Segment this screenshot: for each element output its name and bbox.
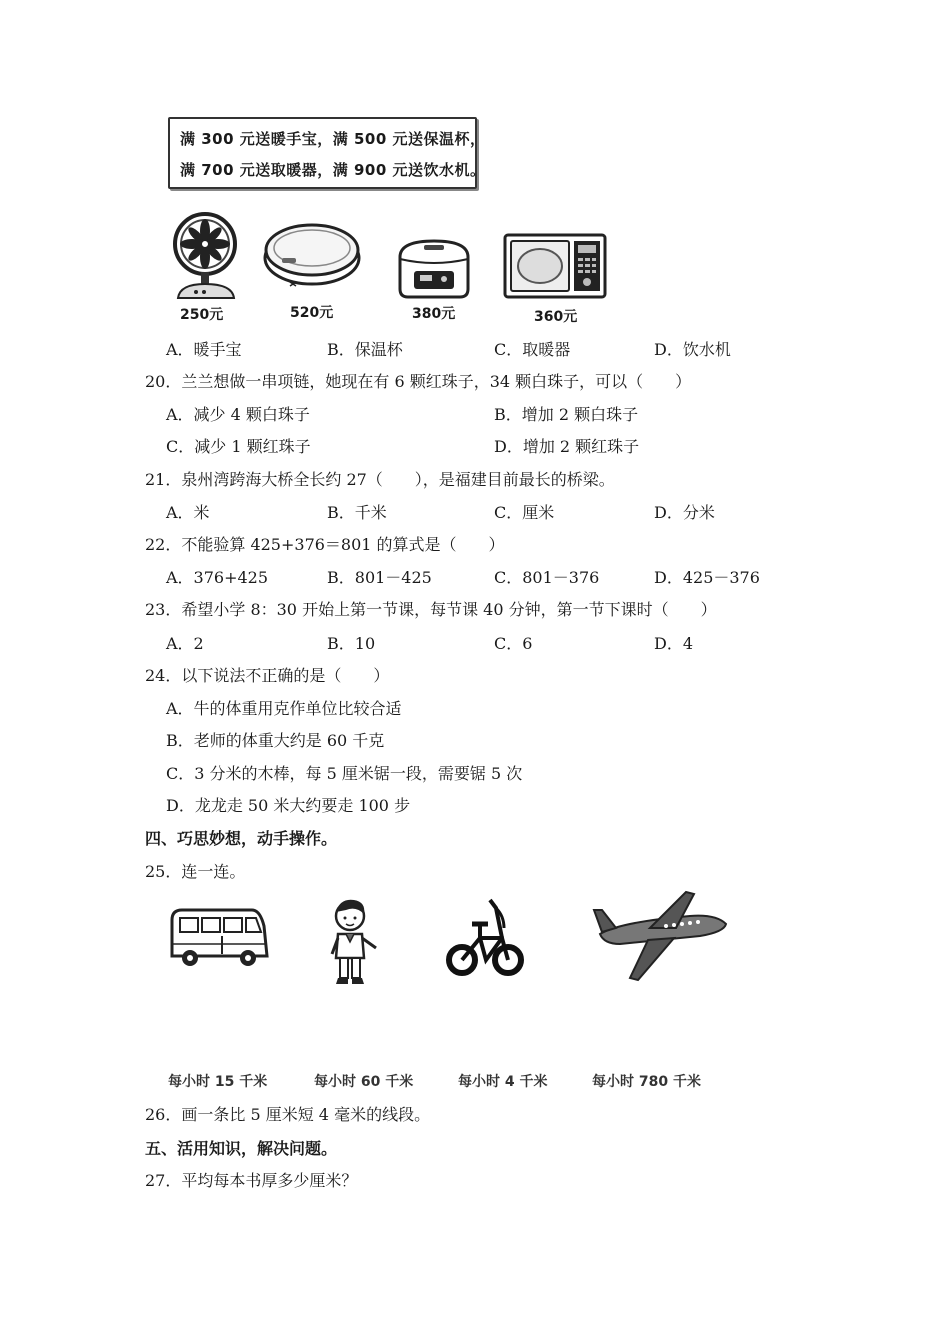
q24-option-b: B．老师的体重大约是 60 千克 <box>166 731 385 750</box>
rice-cooker-price: 380元 <box>412 306 456 322</box>
fan-price: 250元 <box>180 307 224 323</box>
q22-text: 22．不能验算 425+376＝801 的算式是（ ） <box>145 535 505 554</box>
speed-label-4: 每小时 780 千米 <box>592 1074 701 1090</box>
promotion-box <box>168 117 486 189</box>
q24-option-d: D．龙龙走 50 米大约要走 100 步 <box>166 796 411 815</box>
q22-option-c: C．801－376 <box>494 568 600 587</box>
q23-option-d: D．4 <box>654 634 694 653</box>
airplane-icon <box>590 890 730 982</box>
speed-label-2: 每小时 60 千米 <box>314 1074 414 1090</box>
q21-option-a: A．米 <box>166 503 210 522</box>
bicycle-icon <box>446 894 526 978</box>
q20-text: 20．兰兰想做一串项链，她现在有 6 颗红珠子，34 颗白珠子，可以（ ） <box>145 372 692 391</box>
q19-option-c: C．取暖器 <box>494 340 571 359</box>
q23-text: 23．希望小学 8：30 开始上第一节课，每节课 40 分钟，第一节下课时（ ） <box>145 600 717 619</box>
q19-option-b: B．保温杯 <box>327 340 403 359</box>
rice-cooker-icon <box>394 235 474 301</box>
q20-option-c: C．减少 1 颗红珠子 <box>166 437 311 456</box>
q20-option-b: B．增加 2 颗白珠子 <box>494 405 639 424</box>
q23-option-a: A．2 <box>166 634 204 653</box>
microwave-icon <box>502 232 608 300</box>
q24-option-a: A．牛的体重用克作单位比较合适 <box>166 699 402 718</box>
q21-text: 21．泉州湾跨海大桥全长约 27（ ），是福建目前最长的桥梁。 <box>145 470 615 489</box>
q21-option-b: B．千米 <box>327 503 387 522</box>
speed-label-3: 每小时 4 千米 <box>458 1074 548 1090</box>
fan-icon <box>170 212 242 302</box>
promotion-line-2: 满 700 元送取暖器，满 900 元送饮水机。 <box>180 161 486 179</box>
section-5-heading: 五、活用知识，解决问题。 <box>145 1139 338 1158</box>
q21-option-c: C．厘米 <box>494 503 555 522</box>
q19-option-d: D．饮水机 <box>654 340 731 359</box>
section-4-heading: 四、巧思妙想，动手操作。 <box>145 829 338 848</box>
q21-option-d: D．分米 <box>654 503 715 522</box>
boy-icon <box>326 896 382 988</box>
promotion-line-1: 满 300 元送暖手宝，满 500 元送保温杯， <box>180 130 486 148</box>
microwave-price: 360元 <box>534 309 578 325</box>
vacuum-price: 520元 <box>290 305 334 321</box>
q22-option-d: D．425－376 <box>654 568 760 587</box>
q19-option-a: A．暖手宝 <box>166 340 242 359</box>
q22-option-a: A．376+425 <box>166 568 269 587</box>
q24-option-c: C．3 分米的木棒，每 5 厘米锯一段，需要锯 5 次 <box>166 764 523 783</box>
q27-text: 27．平均每本书厚多少厘米？ <box>145 1171 358 1190</box>
q22-option-b: B．801－425 <box>327 568 432 587</box>
q20-option-d: D．增加 2 颗红珠子 <box>494 437 640 456</box>
q23-option-c: C．6 <box>494 634 533 653</box>
robot-vacuum-icon <box>262 220 362 288</box>
q24-text: 24．以下说法不正确的是（ ） <box>145 666 390 685</box>
van-icon <box>168 906 270 968</box>
q25-text: 25．连一连。 <box>145 862 246 881</box>
q26-text: 26．画一条比 5 厘米短 4 毫米的线段。 <box>145 1105 431 1124</box>
q20-option-a: A．减少 4 颗白珠子 <box>166 405 310 424</box>
q23-option-b: B．10 <box>327 634 376 653</box>
speed-label-1: 每小时 15 千米 <box>168 1074 268 1090</box>
